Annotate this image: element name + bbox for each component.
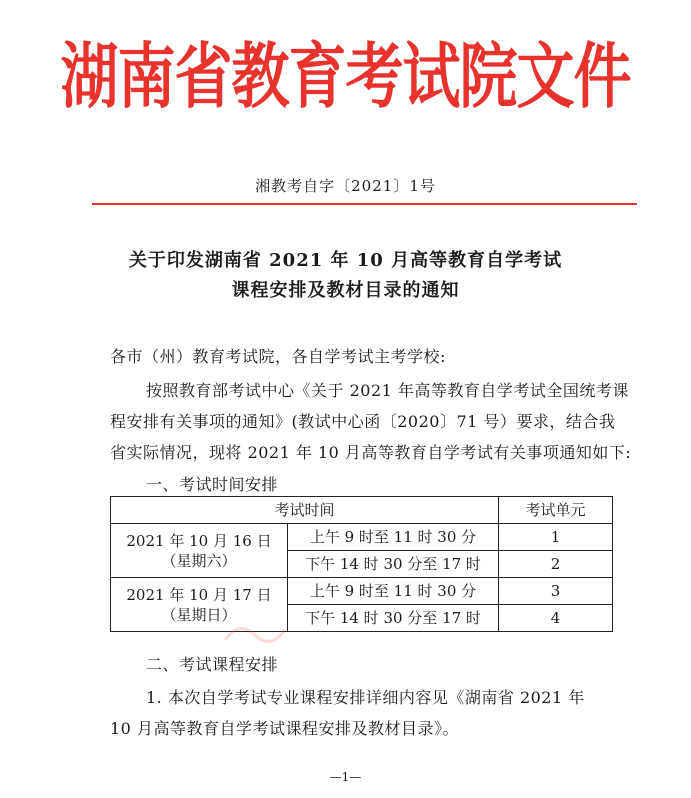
date-text: 2021 年 10 月 17 日 bbox=[126, 585, 272, 604]
exam-schedule-table bbox=[110, 496, 613, 632]
header-exam-unit: 考试单元 bbox=[499, 497, 613, 524]
date-text: 2021 年 10 月 16 日 bbox=[126, 531, 272, 550]
notice-title-line-2: 课程安排及教材目录的通知 bbox=[231, 280, 460, 301]
date-cell bbox=[111, 524, 288, 578]
time-cell: 下午 14 时 30 分至 17 时 bbox=[288, 605, 499, 632]
paragraph-1-line-3: 省实际情况，现将 2021 年 10 月高等教育自学考试有关事项通知如下: bbox=[110, 443, 632, 462]
section-2-heading: 二、考试课程安排 bbox=[146, 655, 279, 674]
paragraph-1-line-1: 按照教育部考试中心《关于 2021 年高等教育自学考试全国统考课 bbox=[146, 381, 629, 400]
salutation: 各市（州）教育考试院，各自学考试主考学校: bbox=[110, 347, 446, 366]
unit-cell: 4 bbox=[499, 605, 613, 632]
header-exam-time: 考试时间 bbox=[111, 497, 499, 524]
header-divider bbox=[92, 203, 637, 205]
faint-stamp-mark bbox=[205, 600, 295, 670]
paragraph-1-line-2: 程安排有关事项的通知》(教试中心函〔2020〕71 号）要求，结合我 bbox=[110, 412, 616, 431]
paragraph-2-line-2: 10 月高等教育自学考试课程安排及教材目录》。 bbox=[110, 719, 459, 738]
weekday-text: （星期日） bbox=[161, 605, 237, 624]
document-header-title: 湖南省教育考试院文件 bbox=[60, 35, 631, 119]
section-1-heading: 一、考试时间安排 bbox=[146, 475, 279, 494]
document-number: 湘教考自字〔2021〕1号 bbox=[255, 177, 436, 195]
weekday-text: （星期六） bbox=[161, 551, 237, 570]
time-cell: 下午 14 时 30 分至 17 时 bbox=[288, 551, 499, 578]
table-row bbox=[111, 524, 613, 551]
table-header-row bbox=[111, 497, 613, 524]
time-cell: 上午 9 时至 11 时 30 分 bbox=[288, 578, 499, 605]
paragraph-2-line-1: 1. 本次自学考试专业课程安排详细内容见《湖南省 2021 年 bbox=[146, 688, 585, 707]
time-cell: 上午 9 时至 11 时 30 分 bbox=[288, 524, 499, 551]
unit-cell: 3 bbox=[499, 578, 613, 605]
unit-cell: 2 bbox=[499, 551, 613, 578]
unit-cell: 1 bbox=[499, 524, 613, 551]
page-number: —1— bbox=[329, 770, 362, 784]
notice-title-line-1: 关于印发湖南省 2021 年 10 月高等教育自学考试 bbox=[128, 250, 563, 271]
table-row bbox=[111, 578, 613, 605]
